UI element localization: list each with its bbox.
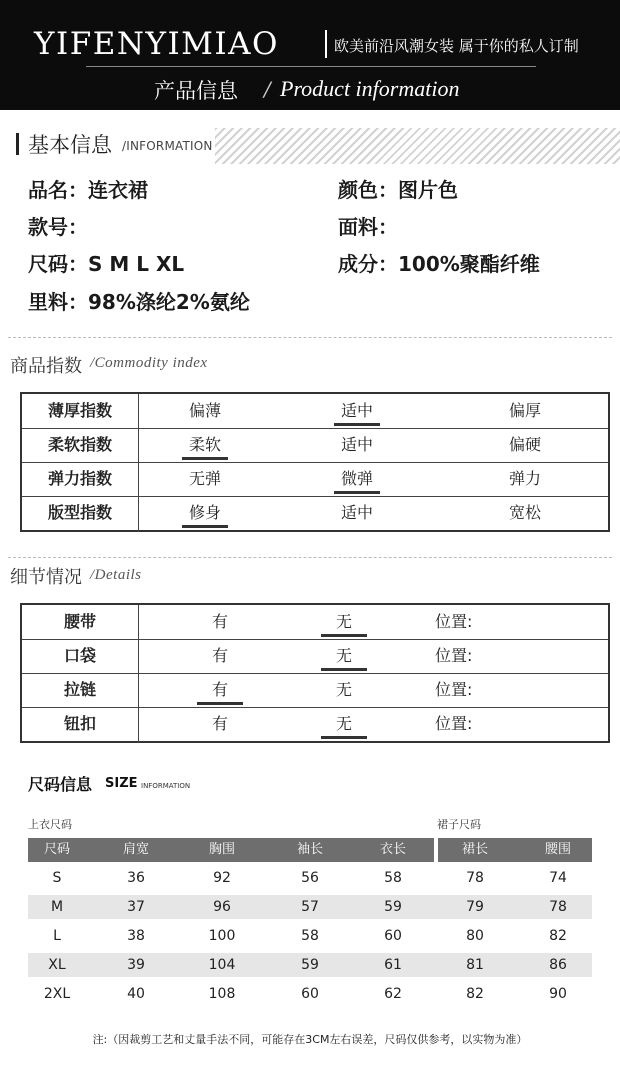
size-cell: 40 bbox=[127, 986, 145, 1002]
index-option: 修身 bbox=[188, 503, 221, 522]
measurement-note: 注:（因裁剪工艺和丈量手法不同，可能存在3CM左右误差，尺码仅供参考，以实物为准） bbox=[92, 1033, 528, 1046]
index-option: 微弹 bbox=[340, 469, 373, 488]
index-option: 偏硬 bbox=[508, 435, 541, 454]
details-option: 有 bbox=[211, 646, 228, 665]
index-row-label: 薄厚指数 bbox=[47, 401, 112, 420]
details-option: 无 bbox=[335, 612, 352, 631]
size-header-cell: 尺码 bbox=[43, 842, 70, 857]
size-cell: 62 bbox=[384, 986, 402, 1002]
hatch-decoration bbox=[215, 128, 620, 164]
details-option: 位置: bbox=[435, 612, 473, 631]
size-cell: 39 bbox=[127, 957, 145, 973]
composition: 成分：100%聚酯纤维 bbox=[338, 252, 540, 276]
index-option: 无弹 bbox=[188, 469, 221, 488]
details-option: 位置: bbox=[435, 714, 473, 733]
basic-info-title: 基本信息 bbox=[28, 133, 112, 157]
selected-marker bbox=[321, 668, 367, 671]
details-option: 位置: bbox=[435, 680, 473, 699]
commodity-index-subtitle: /Commodity index bbox=[90, 355, 208, 371]
index-row-label: 弹力指数 bbox=[47, 469, 112, 488]
size-header-cell: 衣长 bbox=[379, 842, 406, 857]
details-row-label: 口袋 bbox=[63, 646, 96, 665]
size-cell: 100 bbox=[208, 928, 236, 944]
size-cell: 58 bbox=[384, 870, 402, 886]
index-option: 偏薄 bbox=[188, 401, 221, 420]
section-divider bbox=[8, 557, 612, 558]
details-subtitle: /Details bbox=[90, 567, 142, 583]
size-cell: 79 bbox=[466, 899, 484, 915]
size-cell: 60 bbox=[301, 986, 319, 1002]
index-option: 柔软 bbox=[188, 435, 221, 454]
size-header-cell: 肩宽 bbox=[122, 842, 149, 857]
selected-marker bbox=[334, 423, 380, 426]
section-title-en: Product information bbox=[280, 76, 460, 101]
details-table bbox=[20, 603, 610, 743]
size-table-row bbox=[28, 953, 592, 977]
size-cell: 74 bbox=[549, 870, 567, 886]
header-rule bbox=[86, 66, 536, 67]
basic-info-heading bbox=[0, 125, 620, 163]
size-header-cell: 袖长 bbox=[296, 842, 323, 857]
basic-info-subtitle: /INFORMATION bbox=[122, 139, 213, 153]
style-number: 款号： bbox=[28, 215, 88, 239]
fabric: 面料： bbox=[338, 215, 398, 239]
size-cell: 78 bbox=[466, 870, 484, 886]
size-info-en: SIZE bbox=[105, 776, 138, 791]
details-option: 有 bbox=[211, 612, 228, 631]
size-header-cell: 裙长 bbox=[461, 842, 488, 857]
details-option: 无 bbox=[335, 646, 352, 665]
index-option: 宽松 bbox=[508, 503, 541, 522]
sizes-available: 尺码：S M L XL bbox=[28, 252, 185, 276]
details-title: 细节情况 bbox=[10, 567, 82, 588]
brand-divider bbox=[325, 30, 327, 58]
product-name: 品名：连衣裙 bbox=[28, 178, 148, 202]
details-option: 有 bbox=[211, 680, 228, 699]
size-cell: 38 bbox=[127, 928, 145, 944]
header-banner bbox=[0, 0, 620, 110]
index-option: 弹力 bbox=[508, 469, 541, 488]
details-option: 无 bbox=[335, 714, 352, 733]
size-cell: 57 bbox=[301, 899, 319, 915]
lining: 里料：98%涤纶2%氨纶 bbox=[28, 290, 250, 314]
size-cell: 86 bbox=[549, 957, 567, 973]
size-cell: 104 bbox=[208, 957, 236, 973]
brand-logo: YIFENYIMIAO bbox=[34, 26, 279, 62]
details-row-label: 腰带 bbox=[63, 612, 96, 631]
brand-slogan: 欧美前沿风潮女装 属于你的私人订制 bbox=[334, 37, 579, 55]
selected-marker bbox=[321, 634, 367, 637]
section-divider bbox=[8, 337, 612, 338]
selected-marker bbox=[334, 491, 380, 494]
details-option: 有 bbox=[211, 714, 228, 733]
index-row-label: 版型指数 bbox=[47, 503, 112, 522]
commodity-index-title: 商品指数 bbox=[10, 356, 82, 377]
table-column-divider bbox=[138, 605, 139, 743]
selected-marker bbox=[197, 702, 243, 705]
size-table-row bbox=[28, 895, 592, 919]
index-option: 适中 bbox=[340, 401, 373, 420]
size-header-cell: 胸围 bbox=[208, 842, 235, 857]
size-cell: L bbox=[53, 928, 61, 944]
details-row-label: 钮扣 bbox=[63, 714, 96, 733]
size-cell: 80 bbox=[466, 928, 484, 944]
size-cell: 56 bbox=[301, 870, 319, 886]
size-cell: 78 bbox=[549, 899, 567, 915]
size-cell: 58 bbox=[301, 928, 319, 944]
size-cell: 61 bbox=[384, 957, 402, 973]
size-table-row bbox=[28, 982, 592, 1006]
details-row-label: 拉链 bbox=[63, 680, 96, 699]
size-cell: 90 bbox=[549, 986, 567, 1002]
size-cell: 96 bbox=[213, 899, 231, 915]
size-cell: 59 bbox=[301, 957, 319, 973]
size-cell: 2XL bbox=[43, 986, 71, 1002]
skirt-size-label: 裙子尺码 bbox=[437, 818, 481, 831]
commodity-index-table bbox=[20, 392, 610, 532]
selected-marker bbox=[182, 525, 228, 528]
section-title-separator: / bbox=[264, 77, 271, 101]
top-size-label: 上衣尺码 bbox=[28, 818, 72, 831]
color: 颜色：图片色 bbox=[338, 178, 458, 202]
size-cell: 82 bbox=[549, 928, 567, 944]
details-option: 无 bbox=[335, 680, 352, 699]
size-table-row bbox=[28, 866, 592, 890]
selected-marker bbox=[182, 457, 228, 460]
size-cell: S bbox=[52, 870, 62, 886]
size-info-title: 尺码信息 bbox=[28, 775, 93, 794]
size-cell: 37 bbox=[127, 899, 145, 915]
size-cell: 108 bbox=[208, 986, 236, 1002]
size-cell: 81 bbox=[466, 957, 484, 973]
index-row-label: 柔软指数 bbox=[47, 435, 112, 454]
size-cell: 60 bbox=[384, 928, 402, 944]
selected-marker bbox=[321, 736, 367, 739]
size-cell: M bbox=[50, 899, 64, 915]
size-cell: 36 bbox=[127, 870, 145, 886]
size-cell: 59 bbox=[384, 899, 402, 915]
index-option: 适中 bbox=[340, 435, 373, 454]
size-cell: XL bbox=[48, 957, 66, 973]
details-option: 位置: bbox=[435, 646, 473, 665]
size-cell: 92 bbox=[213, 870, 231, 886]
heading-bar bbox=[16, 133, 19, 155]
index-option: 偏厚 bbox=[508, 401, 541, 420]
size-cell: 82 bbox=[466, 986, 484, 1002]
size-info-en-small: INFORMATION bbox=[141, 782, 191, 790]
index-option: 适中 bbox=[340, 503, 373, 522]
section-title-cn: 产品信息 bbox=[154, 79, 238, 103]
size-header-cell: 腰围 bbox=[544, 842, 571, 857]
size-table-row bbox=[28, 924, 592, 948]
